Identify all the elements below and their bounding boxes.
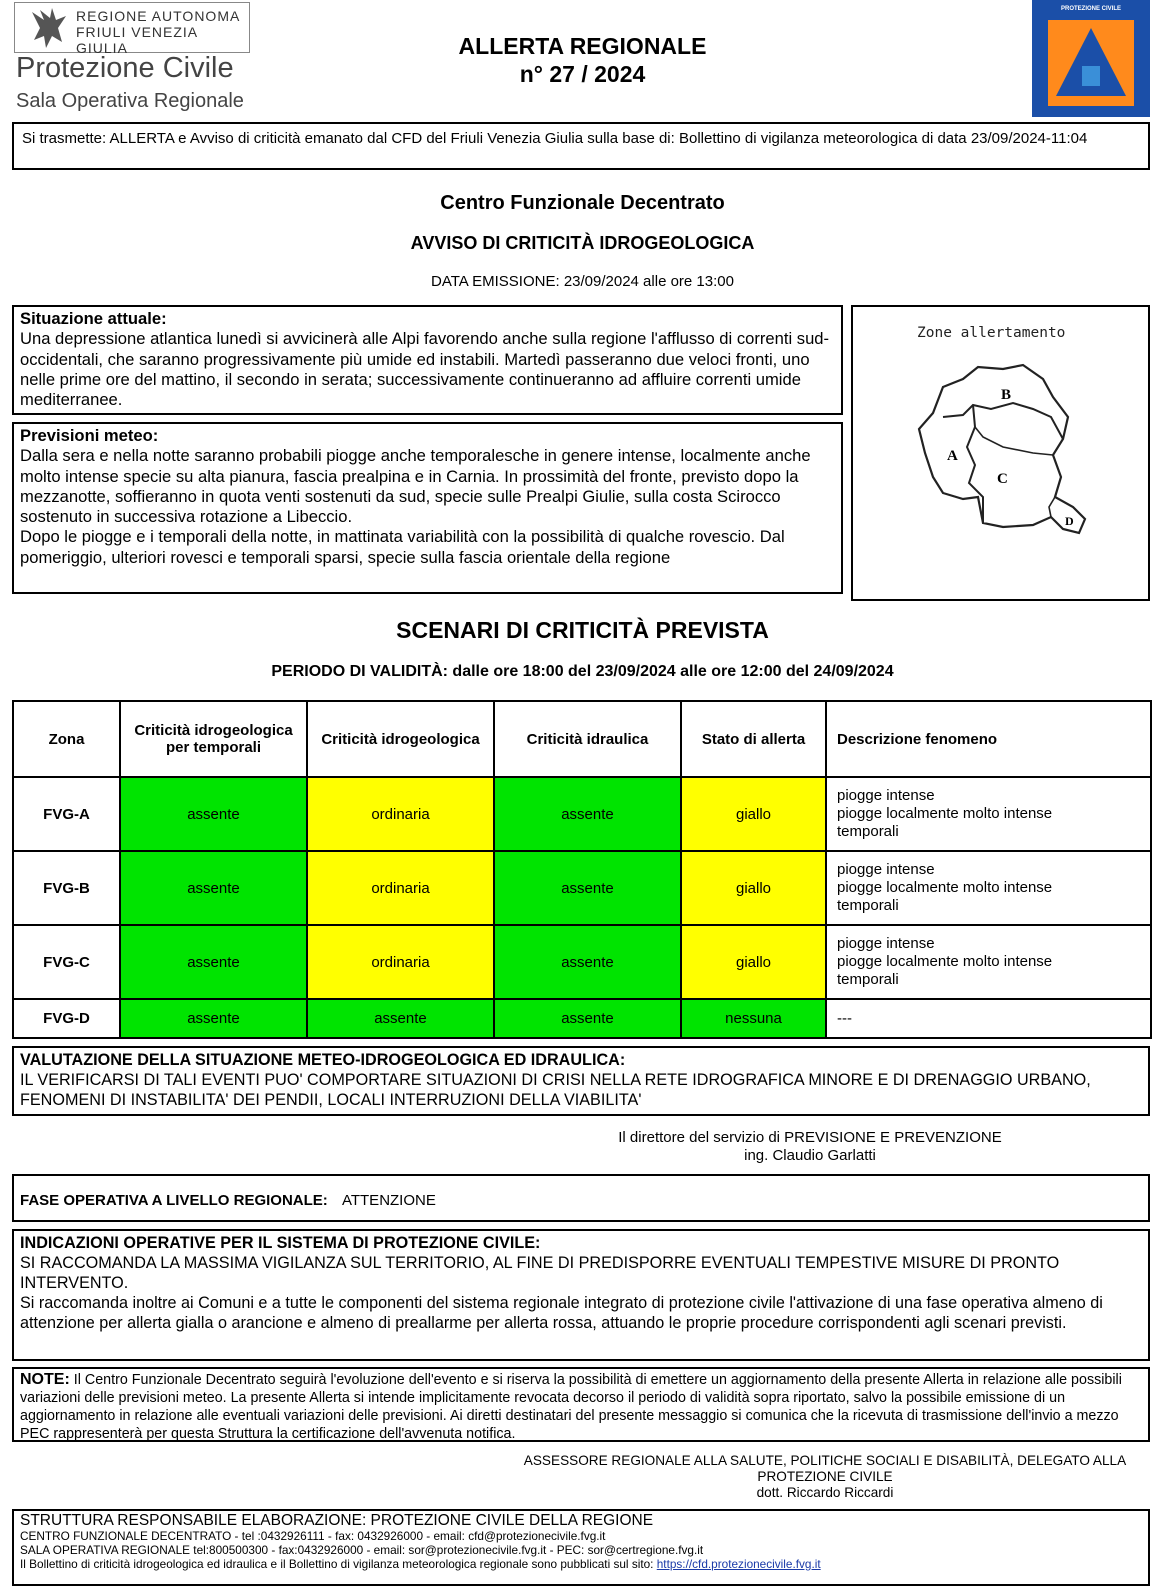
descrizione-line: piogge intense — [837, 861, 935, 878]
descrizione-line: --- — [837, 1009, 852, 1027]
previsioni-meteo-box — [12, 422, 843, 594]
zona-cell: FVG-D — [13, 999, 120, 1038]
direttore-role: Il direttore del servizio di PREVISIONE E PREVENZIONE — [618, 1129, 1002, 1146]
map-title: Zone allertamento — [917, 325, 1066, 341]
valutazione-box — [12, 1046, 1150, 1116]
header-criticita-idraulica: Criticità idraulica — [494, 701, 681, 777]
criticita-temporali-cell: assente — [120, 851, 307, 925]
protezione-civile-badge — [1032, 0, 1150, 117]
criticita-table — [12, 700, 1152, 1039]
descrizione-line: temporali — [837, 971, 899, 988]
header-descrizione: Descrizione fenomeno — [826, 701, 1151, 777]
fase-label: FASE OPERATIVA A LIVELLO REGIONALE: — [20, 1192, 328, 1209]
criticita-idrogeologica-cell: assente — [307, 999, 494, 1038]
avviso-title: AVVISO DI CRITICITÀ IDROGEOLOGICA — [410, 233, 755, 253]
zone-d-label: D — [1065, 514, 1074, 528]
table-row — [13, 851, 1151, 925]
civil-protection-emblem-icon — [1038, 14, 1144, 110]
descrizione-line: piogge intense — [837, 787, 935, 804]
situazione-heading: Situazione attuale: — [20, 309, 167, 328]
descrizione-cell — [826, 999, 1151, 1038]
fase-value: ATTENZIONE — [341, 1192, 436, 1209]
criticita-temporali-cell: assente — [120, 925, 307, 999]
badge-text: PROTEZIONE CIVILE — [1060, 6, 1121, 12]
data-emissione: DATA EMISSIONE: 23/09/2024 alle ore 13:00 — [431, 273, 734, 290]
indicazioni-text-2: Si raccomanda inoltre ai Comuni e a tutte le componenti del sistema regionale integrato di protezione civile l'attivazione di una fase operativa almeno di attenzione per allerta gialla o arancione e almeno di preallarme per allerta rossa, attuando le proprie procedure corrispondenti agli scenari previsti. — [20, 1294, 1103, 1332]
fvg-zones-map — [903, 357, 1103, 547]
footer-sor-contacts: SALA OPERATIVA REGIONALE tel:800500300 - fax:0432926000 - email: sor@protezionecivile.fvg.it - PEC: sor@certregione.fvg.it — [20, 1543, 704, 1557]
direttore-name: ing. Claudio Garlatti — [744, 1147, 876, 1164]
descrizione-line: piogge localmente molto intense — [837, 879, 1053, 896]
valutazione-heading: VALUTAZIONE DELLA SITUAZIONE METEO-IDROGEOLOGICA ED IDRAULICA: — [20, 1051, 626, 1069]
footer-publication-text: Il Bollettino di criticità idrogeologica ed idraulica e il Bollettino di vigilanza meteorologica regionale sono pubblicati sul sito: — [20, 1557, 657, 1571]
zone-a-label: A — [947, 448, 958, 464]
descrizione-cell — [826, 925, 1151, 999]
zona-cell: FVG-B — [13, 851, 120, 925]
descrizione-line: piogge intense — [837, 935, 935, 952]
footer-cfd-contacts: CENTRO FUNZIONALE DECENTRATO - tel :0432926111 - fax: 0432926000 - email: cfd@protezionecivile.fvg.it — [20, 1529, 606, 1543]
descrizione-line: piogge localmente molto intense — [837, 953, 1053, 970]
criticita-idraulica-cell: assente — [494, 925, 681, 999]
criticita-idrogeologica-cell: ordinaria — [307, 925, 494, 999]
protezione-civile-logo — [12, 0, 252, 117]
situazione-text: Una depressione atlantica lunedì si avvicinerà alle Alpi favorendo anche sulla regione l'afflusso di correnti sud-occidentali, che saranno progressivamente più umide ed instabili. Martedì passeranno due veloci fronti, uno nelle prime ore del mattino, il secondo in serata; successivamente continueranno ad affluire correnti umide mediterranee. — [20, 329, 830, 410]
periodo-validita: PERIODO DI VALIDITÀ: dalle ore 18:00 del 23/09/2024 alle ore 12:00 del 24/09/2024 — [271, 663, 894, 680]
table-row — [13, 999, 1151, 1038]
assessore-line-2: PROTEZIONE CIVILE — [757, 1469, 893, 1484]
cfd-title: Centro Funzionale Decentrato — [440, 192, 725, 214]
logo-region: REGIONE AUTONOMA FRIULI VENEZIA GIULIA — [76, 8, 240, 56]
transmit-notice: Si trasmette: ALLERTA e Avviso di criticità emanato dal CFD del Friuli Venezia Giulia sulla base di: Bollettino di vigilanza meteorologica di data 23/09/2024-11:04 — [12, 122, 1150, 170]
criticita-temporali-cell: assente — [120, 777, 307, 851]
previsioni-text-1: Dalla sera e nella notte saranno probabili piogge anche temporalesche in genere intense, localmente anche molto intense specie su alta pianura, fascia prealpina e in Carnia. In prossimità del fronte, previsto dopo la mezzanotte, soffieranno in quota venti sostenuti da sud, specie sulle Prealpi Giulie, sulla costa Scirocco sostenuto in successiva rotazione a Libeccio. — [20, 446, 811, 527]
note-heading: NOTE: — [20, 1371, 70, 1388]
assessore-name: dott. Riccardo Riccardi — [756, 1485, 894, 1500]
cfd-website-link[interactable]: https://cfd.protezionecivile.fvg.it — [656, 1557, 821, 1571]
note-text: Il Centro Funzionale Decentrato seguirà l'evoluzione dell'evento e si riserva la possibilità di emettere un aggiornamento della presente Allerta in relazione alle possibili variazioni delle previsioni meteo. La presente Allerta si intende implicitamente revocata decorso il periodo di validità sopra riportato, salvo la possibile emissione di un aggiornamento in relazione alle eventuali variazioni delle previsioni. Ai diretti destinatari del presente messaggio si comunica che la ricevuta di trasmissione dell'invio a mezzo PEC rappresenterà per questa Struttura la certificazione dell'avvenuta notifica. — [20, 1372, 1122, 1442]
indicazioni-heading: INDICAZIONI OPERATIVE PER IL SISTEMA DI PROTEZIONE CIVILE: — [20, 1234, 541, 1252]
criticita-temporali-cell: assente — [120, 999, 307, 1038]
logo-subtitle: Sala Operativa Regionale — [16, 90, 244, 112]
note-box — [12, 1367, 1150, 1442]
assessore-line-1: ASSESSORE REGIONALE ALLA SALUTE, POLITICHE SOCIALI E DISABILITÀ, DELEGATO ALLA — [523, 1453, 1127, 1468]
alert-number: n° 27 / 2024 — [519, 61, 646, 87]
previsioni-text-2: Dopo le piogge e i temporali della notte, in mattinata variabilità con la possibilità di qualche rovescio. Dal pomeriggio, ulteriori rovesci e temporali sparsi, specie sulla fascia orientale della regione — [20, 527, 785, 567]
descrizione-line: temporali — [837, 897, 899, 914]
indicazioni-operative-box — [12, 1229, 1150, 1361]
direttore-signature — [560, 1129, 1060, 1165]
table-header-row — [13, 701, 1151, 777]
header-criticita-temporali: Criticità idrogeologica per temporali — [120, 701, 307, 777]
valutazione-text: IL VERIFICARSI DI TALI EVENTI PUO' COMPORTARE SITUAZIONI DI CRISI NELLA RETE IDROGRAFICA MINORE E DI DRENAGGIO URBANO, FENOMENI DI INSTABILITA' DEI PENDII, LOCALI INTERRUZIONI DELLA VIABILITA' — [20, 1071, 1091, 1109]
previsioni-heading: Previsioni meteo: — [20, 426, 159, 445]
zone-b-label: B — [1001, 387, 1012, 403]
header-stato-allerta: Stato di allerta — [681, 701, 826, 777]
header-criticita-idrogeologica: Criticità idrogeologica — [307, 701, 494, 777]
eagle-icon — [28, 6, 70, 50]
descrizione-line: piogge localmente molto intense — [837, 805, 1053, 822]
document-title: ALLERTA REGIONALE — [458, 33, 707, 59]
footer-struttura: STRUTTURA RESPONSABILE ELABORAZIONE: PROTEZIONE CIVILE DELLA REGIONE — [20, 1512, 654, 1529]
fase-operativa-box — [12, 1174, 1150, 1222]
stato-allerta-cell: giallo — [681, 851, 826, 925]
scenari-title: SCENARI DI CRITICITÀ PREVISTA — [396, 617, 769, 643]
zona-cell: FVG-C — [13, 925, 120, 999]
zone-c-label: C — [997, 471, 1008, 487]
stato-allerta-cell: giallo — [681, 777, 826, 851]
table-row — [13, 925, 1151, 999]
criticita-idraulica-cell: assente — [494, 777, 681, 851]
descrizione-line: temporali — [837, 823, 899, 840]
situazione-attuale-box — [12, 305, 843, 415]
assessore-signature — [495, 1453, 1155, 1501]
zone-map-box — [851, 305, 1150, 601]
header-zona: Zona — [13, 701, 120, 777]
stato-allerta-cell: nessuna — [681, 999, 826, 1038]
stato-allerta-cell: giallo — [681, 925, 826, 999]
logo-title: Protezione Civile — [16, 52, 234, 84]
criticita-idraulica-cell: assente — [494, 851, 681, 925]
indicazioni-text-1: SI RACCOMANDA LA MASSIMA VIGILANZA SUL TERRITORIO, AL FINE DI PREDISPORRE EVENTUALI TEMPESTIVE MISURE DI PRONTO INTERVENTO. — [20, 1254, 1060, 1292]
zona-cell: FVG-A — [13, 777, 120, 851]
footer-box — [12, 1509, 1150, 1586]
footer-publication-note — [20, 1557, 1142, 1571]
criticita-idrogeologica-cell: ordinaria — [307, 851, 494, 925]
criticita-idraulica-cell: assente — [494, 999, 681, 1038]
descrizione-cell — [826, 851, 1151, 925]
table-row — [13, 777, 1151, 851]
descrizione-cell — [826, 777, 1151, 851]
criticita-idrogeologica-cell: ordinaria — [307, 777, 494, 851]
